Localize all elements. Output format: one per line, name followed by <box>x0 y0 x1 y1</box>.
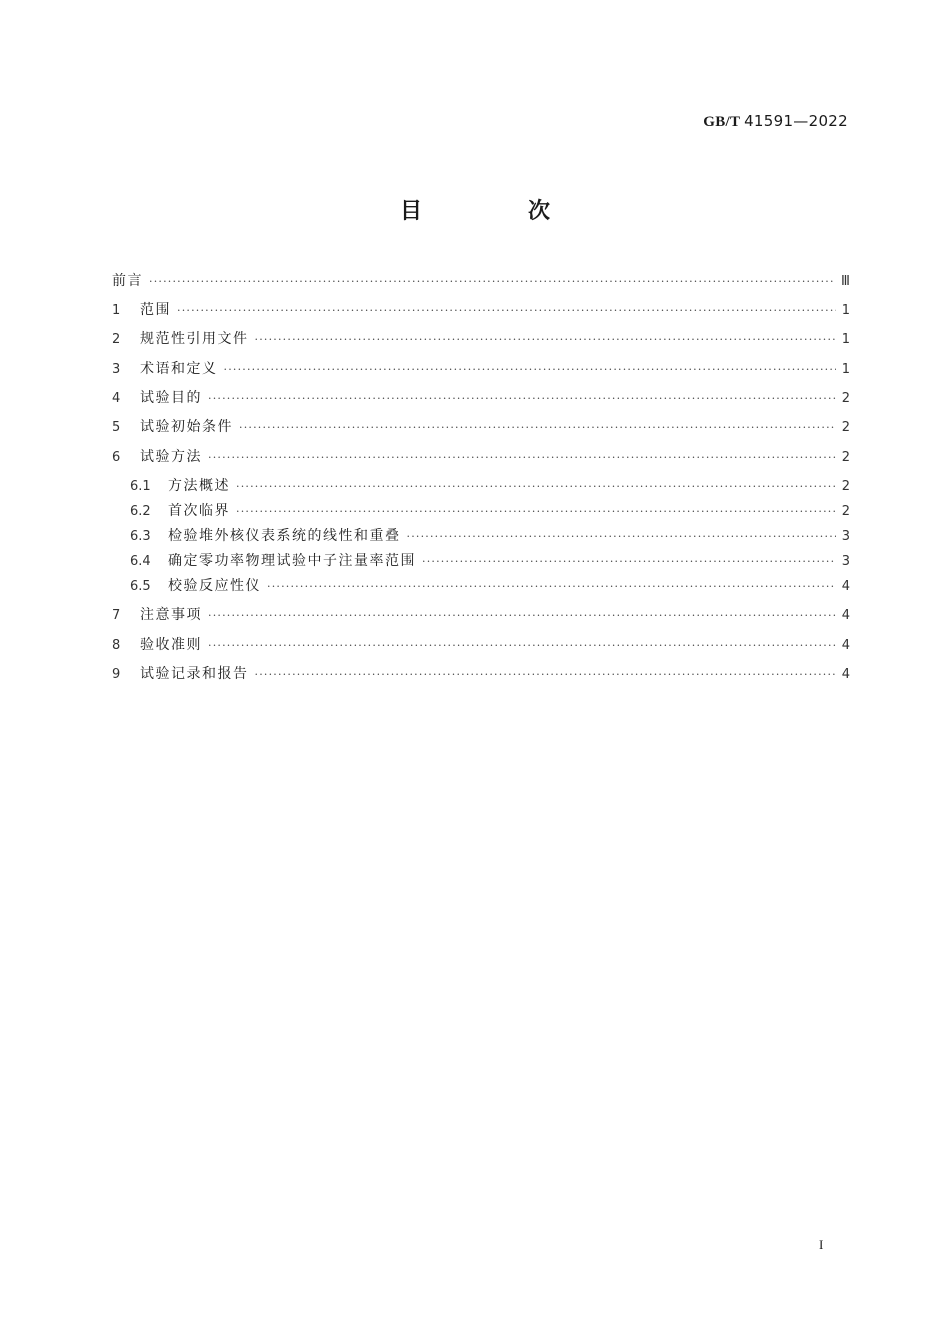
toc-entry-page: 2 <box>841 479 850 494</box>
toc-leader-dots <box>236 478 836 496</box>
toc-entry-label: 试验目的 <box>140 390 202 406</box>
toc-entry[interactable] <box>112 448 850 466</box>
toc-leader-dots <box>255 331 836 349</box>
toc-entry-number: 6.5 <box>130 579 151 594</box>
toc-entry-page: 4 <box>841 638 850 653</box>
toc-entry-label: 首次临界 <box>168 503 230 519</box>
toc-entry-page: 1 <box>841 303 850 318</box>
toc-entry-number: 2 <box>112 332 121 347</box>
toc-leader-dots <box>422 553 836 571</box>
toc-entry[interactable] <box>112 272 850 290</box>
toc-entry-page: 2 <box>841 391 850 406</box>
toc-leader-dots <box>224 361 836 379</box>
toc-entry-page: 3 <box>841 554 850 569</box>
toc-entry-label: 试验记录和报告 <box>140 666 249 682</box>
toc-entry-number: 1 <box>112 303 121 318</box>
toc-entry-number: 6 <box>112 450 121 465</box>
toc-entry-label: 术语和定义 <box>140 361 218 377</box>
toc-entry-number: 6.3 <box>130 529 151 544</box>
toc-entry[interactable] <box>130 502 850 520</box>
toc-entry[interactable] <box>112 665 850 683</box>
toc-entry-label: 注意事项 <box>140 607 202 623</box>
toc-entry-number: 9 <box>112 667 121 682</box>
toc-entry[interactable] <box>112 636 850 654</box>
toc-entry-number: 4 <box>112 391 121 406</box>
toc-entry[interactable] <box>130 527 850 545</box>
toc-leader-dots <box>149 273 835 291</box>
toc-entry-page: 2 <box>841 504 850 519</box>
toc-entry-page: 2 <box>841 420 850 435</box>
toc-entry[interactable] <box>130 477 850 495</box>
toc-entry-page: 4 <box>841 608 850 623</box>
toc-entry-number: 3 <box>112 362 121 377</box>
toc-entry[interactable] <box>130 577 850 595</box>
toc-entry-label: 规范性引用文件 <box>140 331 249 347</box>
standard-code <box>703 112 848 131</box>
toc-entry[interactable] <box>112 301 850 319</box>
toc-entry-label: 前言 <box>112 273 143 289</box>
toc-entry-label: 确定零功率物理试验中子注量率范围 <box>168 553 416 569</box>
toc-entry-page: Ⅲ <box>841 274 850 289</box>
toc-entry[interactable] <box>112 389 850 407</box>
toc-leader-dots <box>236 503 836 521</box>
toc-entry-page: 4 <box>841 579 850 594</box>
toc-entry-number: 6.4 <box>130 554 151 569</box>
toc-entry-label: 试验方法 <box>140 449 202 465</box>
toc-entry-page: 4 <box>841 667 850 682</box>
toc-entry-label: 验收准则 <box>140 637 202 653</box>
toc-entry-page: 3 <box>841 529 850 544</box>
toc-title: 目 次 <box>399 199 592 224</box>
toc-entry-label: 范围 <box>140 302 171 318</box>
toc-leader-dots <box>208 637 836 655</box>
toc-entry-number: 6.2 <box>130 504 151 519</box>
toc-entry-label: 方法概述 <box>168 478 230 494</box>
toc-entry-number: 7 <box>112 608 121 623</box>
toc-entry[interactable] <box>112 418 850 436</box>
toc-leader-dots <box>177 302 836 320</box>
toc-entry-number: 5 <box>112 420 121 435</box>
toc-leader-dots <box>267 578 836 596</box>
toc-entry-page: 1 <box>841 362 850 377</box>
toc-leader-dots <box>208 607 836 625</box>
toc-leader-dots <box>208 390 836 408</box>
toc-entry[interactable] <box>112 330 850 348</box>
toc-entry-label: 检验堆外核仪表系统的线性和重叠 <box>168 528 401 544</box>
toc-entry-page: 2 <box>841 450 850 465</box>
toc-entry[interactable] <box>112 606 850 624</box>
toc-leader-dots <box>239 419 836 437</box>
toc-entry-page: 1 <box>841 332 850 347</box>
toc-entry[interactable] <box>112 360 850 378</box>
toc-leader-dots <box>407 528 836 546</box>
toc-entry-number: 6.1 <box>130 479 151 494</box>
standard-prefix: GB/T <box>703 114 741 130</box>
page-number: I <box>819 1237 824 1252</box>
standard-number: 41591—2022 <box>744 112 848 130</box>
toc-entry-number: 8 <box>112 638 121 653</box>
toc-entry-label: 试验初始条件 <box>140 419 233 435</box>
toc-leader-dots <box>208 449 836 467</box>
toc-entry[interactable] <box>130 552 850 570</box>
toc-leader-dots <box>255 666 836 684</box>
toc-entry-label: 校验反应性仪 <box>168 578 261 594</box>
